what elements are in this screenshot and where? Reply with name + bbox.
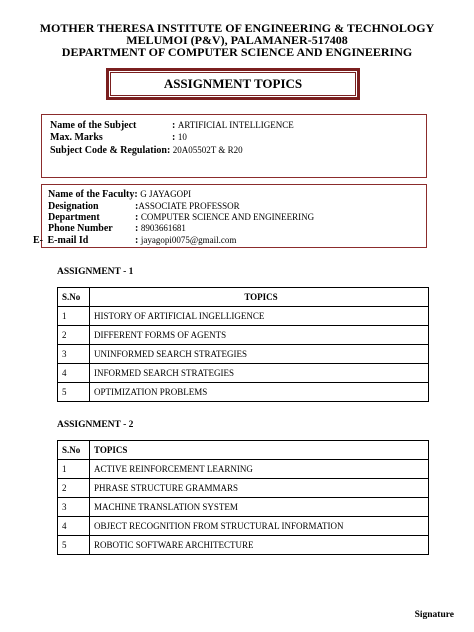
row-number: 3 [58,345,90,364]
row-topic: OPTIMIZATION PROBLEMS [90,383,429,402]
row-topic: DIFFERENT FORMS OF AGENTS [90,326,429,345]
row-topic: UNINFORMED SEARCH STRATEGIES [90,345,429,364]
designation-label-row [48,201,99,212]
subject-name-value-row: : ARTIFICIAL INTELLIGENCE [172,120,294,131]
department-value: COMPUTER SCIENCE AND ENGINEERING [140,212,315,222]
signature-label: Signature [414,610,454,620]
phone-label: Phone Number [48,223,113,234]
max-marks-row [50,132,103,143]
table-row [58,517,429,536]
faculty-name-label: Name of the Faculty: [48,189,138,200]
table-row [58,345,429,364]
table-row [58,479,429,498]
table-header-row [58,441,429,460]
table-header-row [58,288,429,307]
department-label-row [48,212,100,223]
max-marks-value-row: : 10 [172,132,187,143]
col-topics-header: TOPICS [90,441,429,460]
row-topic: ROBOTIC SOFTWARE ARCHITECTURE [90,536,429,555]
assignment-2-table [57,440,429,555]
designation-value-row: :ASSOCIATE PROFESSOR [135,201,240,212]
col-sno-header: S.No [58,441,90,460]
subject-code-row [50,145,243,156]
designation-value: ASSOCIATE PROFESSOR [138,201,240,211]
email-label-row [33,235,88,246]
row-number: 1 [58,307,90,326]
faculty-name-row [48,189,191,200]
phone-value: 8903661681 [140,223,186,233]
row-topic: MACHINE TRANSLATION SYSTEM [90,498,429,517]
row-topic: HISTORY OF ARTIFICIAL INGELLIGENCE [90,307,429,326]
row-number: 5 [58,536,90,555]
row-number: 4 [58,364,90,383]
row-number: 4 [58,517,90,536]
institute-address: MELUMOI (P&V), PALAMANER-517408 [126,33,348,47]
row-topic: PHRASE STRUCTURE GRAMMARS [90,479,429,498]
title-box [106,68,360,100]
row-number: 1 [58,460,90,479]
subject-name-row [50,120,136,131]
row-topic: OBJECT RECOGNITION FROM STRUCTURAL INFORMATION [90,517,429,536]
table-row [58,326,429,345]
department-label: Department [48,212,100,223]
subject-name-label: Name of the Subject [50,120,137,131]
department-name: DEPARTMENT OF COMPUTER SCIENCE AND ENGINEERING [61,45,413,59]
table-row [58,307,429,326]
col-topics-header: TOPICS [90,288,429,307]
table-row [58,498,429,517]
subject-name-value: ARTIFICIAL INTELLIGENCE [177,120,294,130]
row-topic: INFORMED SEARCH STRATEGIES [90,364,429,383]
designation-label: Designation [48,201,99,212]
email-value: jayagopi0075@gmail.com [140,235,237,245]
faculty-name-value: G JAYAGOPI [140,189,192,199]
subject-code-value: 20A05502T & R20 [172,145,243,155]
row-number: 3 [58,498,90,517]
assignment-1-heading: ASSIGNMENT - 1 [57,267,134,277]
row-number: 5 [58,383,90,402]
max-marks-value: 10 [177,132,187,142]
email-prefix: E- [33,235,43,246]
subject-code-label: Subject Code & Regulation: [50,145,171,156]
email-value-row: : jayagopi0075@gmail.com [135,235,237,246]
assignment-1-table [57,287,429,402]
table-row [58,460,429,479]
row-number: 2 [58,326,90,345]
page-title: ASSIGNMENT TOPICS [163,76,303,91]
table-row [58,364,429,383]
col-sno-header: S.No [58,288,90,307]
phone-value-row: : 8903661681 [135,223,186,234]
row-number: 2 [58,479,90,498]
max-marks-label: Max. Marks [50,132,103,143]
email-label: E-mail Id [47,235,89,246]
phone-label-row [48,223,113,234]
assignment-2-heading: ASSIGNMENT - 2 [57,420,134,430]
institute-name: MOTHER THERESA INSTITUTE OF ENGINEERING & TECHNOLOGY [39,21,435,35]
row-topic: ACTIVE REINFORCEMENT LEARNING [90,460,429,479]
department-value-row: : COMPUTER SCIENCE AND ENGINEERING [135,212,315,223]
table-row [58,383,429,402]
table-row [58,536,429,555]
